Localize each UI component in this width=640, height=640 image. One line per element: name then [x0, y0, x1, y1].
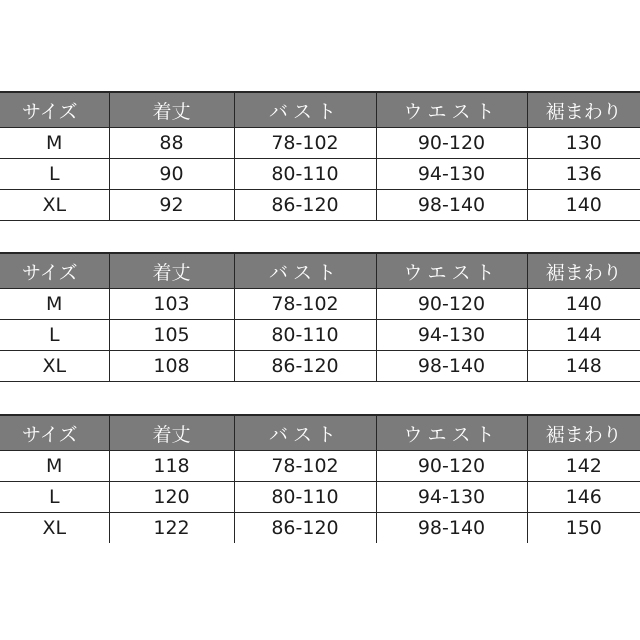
cell-waist: 98-140 [376, 190, 527, 221]
cell-size: XL [0, 351, 109, 382]
header-size: サイズ [0, 415, 109, 451]
header-hem: 裾まわり [527, 415, 640, 451]
header-row [0, 415, 640, 451]
cell-bust: 80-110 [234, 320, 376, 351]
cell-hem: 140 [527, 289, 640, 320]
header-bust: バスト [234, 92, 376, 128]
header-bust: バスト [234, 415, 376, 451]
cell-hem: 148 [527, 351, 640, 382]
cell-size: L [0, 320, 109, 351]
cell-hem: 144 [527, 320, 640, 351]
cell-bust: 86-120 [234, 351, 376, 382]
table-row [0, 190, 640, 221]
cell-hem: 142 [527, 451, 640, 482]
size-chart-table-2 [0, 252, 640, 382]
header-waist: ウエスト [376, 415, 527, 451]
table-row [0, 159, 640, 190]
cell-bust: 86-120 [234, 190, 376, 221]
header-size: サイズ [0, 253, 109, 289]
header-length: 着丈 [109, 92, 234, 128]
header-hem: 裾まわり [527, 92, 640, 128]
cell-bust: 86-120 [234, 513, 376, 544]
header-waist: ウエスト [376, 253, 527, 289]
cell-length: 118 [109, 451, 234, 482]
cell-bust: 80-110 [234, 159, 376, 190]
table-row [0, 482, 640, 513]
cell-hem: 136 [527, 159, 640, 190]
header-length: 着丈 [109, 253, 234, 289]
size-chart-table-3 [0, 414, 640, 543]
table-row [0, 320, 640, 351]
cell-waist: 94-130 [376, 159, 527, 190]
header-row [0, 92, 640, 128]
cell-length: 90 [109, 159, 234, 190]
cell-size: M [0, 128, 109, 159]
cell-length: 105 [109, 320, 234, 351]
header-bust: バスト [234, 253, 376, 289]
size-chart-table-1 [0, 91, 640, 221]
header-length: 着丈 [109, 415, 234, 451]
cell-waist: 98-140 [376, 351, 527, 382]
header-size: サイズ [0, 92, 109, 128]
cell-size: M [0, 451, 109, 482]
cell-hem: 150 [527, 513, 640, 544]
cell-size: XL [0, 190, 109, 221]
cell-size: M [0, 289, 109, 320]
cell-length: 88 [109, 128, 234, 159]
cell-hem: 140 [527, 190, 640, 221]
cell-length: 122 [109, 513, 234, 544]
cell-bust: 78-102 [234, 451, 376, 482]
cell-length: 103 [109, 289, 234, 320]
cell-length: 92 [109, 190, 234, 221]
header-row [0, 253, 640, 289]
cell-waist: 98-140 [376, 513, 527, 544]
table-row [0, 128, 640, 159]
header-hem: 裾まわり [527, 253, 640, 289]
cell-waist: 90-120 [376, 289, 527, 320]
table-row [0, 351, 640, 382]
cell-size: L [0, 159, 109, 190]
table-row [0, 451, 640, 482]
cell-length: 108 [109, 351, 234, 382]
cell-hem: 146 [527, 482, 640, 513]
cell-length: 120 [109, 482, 234, 513]
header-waist: ウエスト [376, 92, 527, 128]
cell-waist: 90-120 [376, 451, 527, 482]
cell-waist: 90-120 [376, 128, 527, 159]
cell-size: XL [0, 513, 109, 544]
cell-bust: 78-102 [234, 289, 376, 320]
cell-waist: 94-130 [376, 320, 527, 351]
table-row [0, 513, 640, 544]
table-row [0, 289, 640, 320]
cell-size: L [0, 482, 109, 513]
cell-bust: 78-102 [234, 128, 376, 159]
cell-bust: 80-110 [234, 482, 376, 513]
cell-waist: 94-130 [376, 482, 527, 513]
cell-hem: 130 [527, 128, 640, 159]
